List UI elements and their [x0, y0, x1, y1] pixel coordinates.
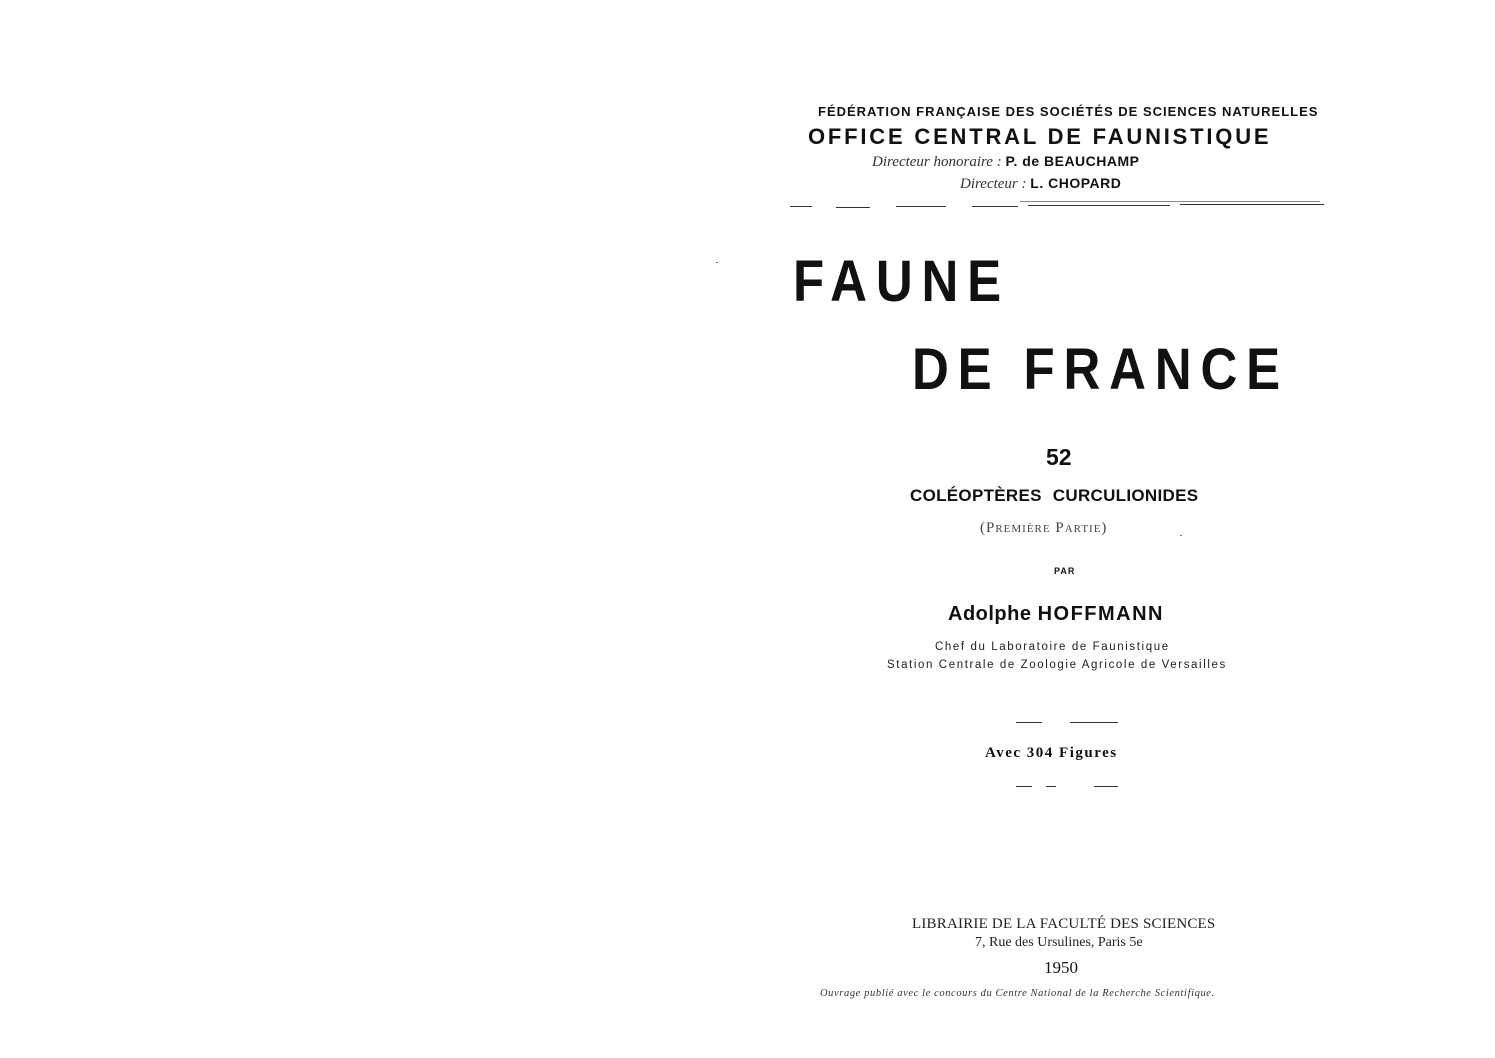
- figures-count: Avec 304 Figures: [985, 745, 1118, 761]
- author-affiliation-2: Station Centrale de Zoologie Agricole de Versailles: [887, 659, 1227, 671]
- volume-number: 52: [1046, 444, 1072, 470]
- publisher-name: LIBRAIRIE DE LA FACULTÉ DES SCIENCES: [912, 916, 1216, 932]
- publication-note: Ouvrage publié avec le concours du Centre National de la Recherche Scientifique.: [820, 988, 1215, 999]
- honorary-director-line: [872, 153, 1140, 171]
- divider-segment: [1070, 722, 1118, 723]
- author-affiliation-1: Chef du Laboratoire de Faunistique: [935, 641, 1170, 653]
- scan-speck: [716, 262, 718, 263]
- scan-speck: [1180, 535, 1182, 536]
- header-rule-segment: [836, 207, 870, 208]
- title-line-1: FAUNE: [793, 249, 1010, 314]
- by-label: PAR: [1054, 566, 1076, 576]
- header-rule-segment: [790, 206, 812, 207]
- volume-part: (Première Partie): [980, 520, 1108, 536]
- header-rule-segment: [1028, 205, 1170, 206]
- divider-segment: [1016, 722, 1042, 723]
- federation-heading: FÉDÉRATION FRANÇAISE DES SOCIÉTÉS DE SCIENCES NATURELLES: [818, 104, 1319, 119]
- title-line-2: DE FRANCE: [912, 337, 1289, 402]
- volume-subject: COLÉOPTÈRES CURCULIONIDES: [910, 486, 1199, 505]
- director-role: Directeur :: [960, 176, 1027, 192]
- office-heading: OFFICE CENTRAL DE FAUNISTIQUE: [808, 124, 1272, 149]
- header-rule-segment: [1020, 201, 1320, 202]
- publisher-address: 7, Rue des Ursulines, Paris 5e: [975, 935, 1143, 950]
- honorary-director-name: P. de BEAUCHAMP: [1005, 153, 1140, 169]
- author-name: [948, 603, 1164, 626]
- director-name: L. CHOPARD: [1030, 175, 1122, 191]
- divider-segment: [1016, 786, 1032, 787]
- author-last-name: HOFFMANN: [1037, 603, 1164, 625]
- header-rule-segment: [896, 206, 946, 207]
- publication-year: 1950: [1044, 958, 1078, 977]
- director-line: [960, 175, 1121, 193]
- honorary-director-role: Directeur honoraire :: [872, 154, 1002, 170]
- author-first-name: Adolphe: [948, 603, 1032, 625]
- header-rule-segment: [1180, 204, 1324, 205]
- divider-segment: [1046, 786, 1056, 787]
- divider-segment: [1094, 786, 1118, 787]
- header-rule-segment: [972, 206, 1018, 207]
